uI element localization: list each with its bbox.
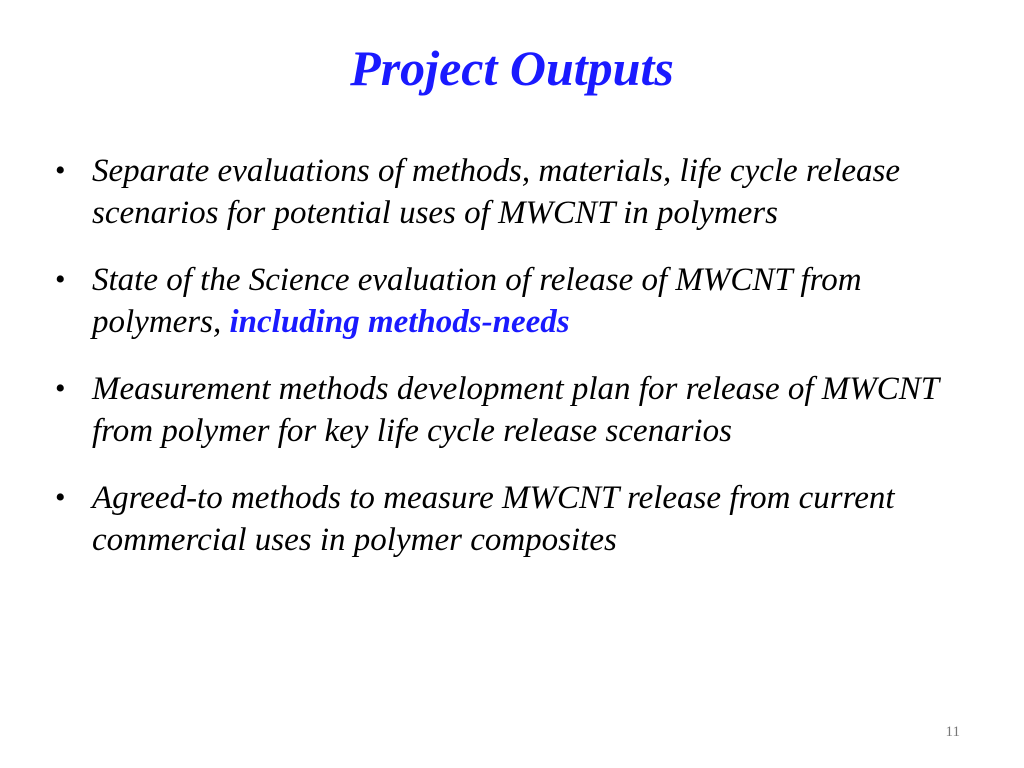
bullet-text: Measurement methods development plan for release of MWCNT from polymer for key life cycle release scenarios bbox=[92, 371, 939, 449]
bullet-item bbox=[55, 368, 985, 452]
slide-title: Project Outputs bbox=[350, 40, 674, 96]
bullet-text: Agreed-to methods to measure MWCNT release from current commercial uses in polymer composites bbox=[92, 480, 895, 558]
bullet-list bbox=[55, 150, 985, 586]
bullet-text: State of the Science evaluation of release of MWCNT from polymers, bbox=[92, 262, 862, 340]
bullet-icon: • bbox=[55, 372, 66, 405]
bullet-icon: • bbox=[55, 154, 66, 187]
bullet-icon: • bbox=[55, 481, 66, 514]
bullet-text: Separate evaluations of methods, materials, life cycle release scenarios for potential uses of MWCNT in polymers bbox=[92, 153, 901, 231]
bullet-highlight-text: including methods-needs bbox=[229, 304, 570, 340]
bullet-icon: • bbox=[55, 263, 66, 296]
bullet-item bbox=[55, 477, 985, 561]
bullet-item bbox=[55, 259, 985, 343]
bullet-item bbox=[55, 150, 985, 234]
page-number: 11 bbox=[945, 724, 960, 740]
